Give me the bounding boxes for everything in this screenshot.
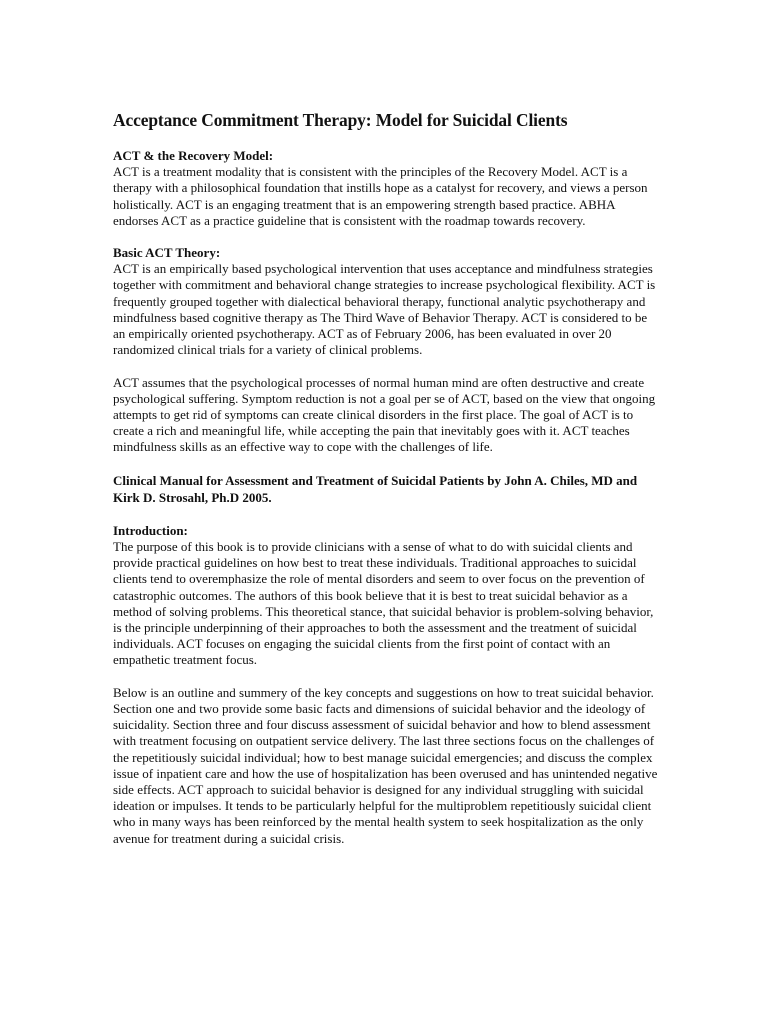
section-heading-recovery: ACT & the Recovery Model: bbox=[113, 148, 274, 163]
paragraph-introduction-2: Below is an outline and summery of the key concepts and suggestions on how to treat suicidal behavior. Section one and two provide some basic facts and dimensions of suicidal behavior and the ideology of suicidality. Section three and four discuss assessment of suicidal behavior and how to blend assessment with treatment focusing on outpatient service delivery. The last three sections focus on the challenges of the repetitiously suicidal individual; how to best manage suicidal emergencies; and discuss the complex issue of inpatient care and how the use of hospitalization has been overused and has unintended negative side effects. ACT approach to suicidal behavior is designed for any individual struggling with suicidal ideation or impulses. It tends to be particularly helpful for the multiproblem repetitiously suicidal client who in many ways has been reinforced by the mental health system to seek hospitalization as the only avenue for treatment during a suicidal crisis. bbox=[113, 684, 658, 846]
paragraph-recovery: ACT is a treatment modality that is consistent with the principles of the Recovery Model. ACT is a therapy with a philosophical foundation that instills hope as a catalyst for recovery, and views a person holistically. ACT is an engaging treatment that is an empowering strength based practice. ABHA endorses ACT as a practice guideline that is consistent with the roadmap towards recovery. bbox=[113, 164, 648, 228]
paragraph-theory-1: ACT is an empirically based psychological intervention that uses acceptance and mindfulness strategies together with commitment and behavioral change strategies to increase psychological flexibility. ACT is frequently grouped together with dialectical behavioral therapy, functional analytic psychotherapy and mindfulness based cognitive therapy as The Third Wave of Behavior Therapy. ACT is considered to be an empirically oriented psychotherapy. ACT as of February 2006, has been evaluated in over 20 randomized clinical trials for a variety of clinical problems. bbox=[113, 261, 656, 358]
paragraph-introduction-1: The purpose of this book is to provide clinicians with a sense of what to do with suicidal clients and provide practical guidelines on how best to treat these individuals. Traditional approaches to suicidal clients tend to overemphasize the role of mental disorders and seem to over focus on the prevention of catastrophic outcomes. The authors of this book believe that it is best to treat suicidal behavior as a method of solving problems. This theoretical stance, that suicidal behavior is problem-solving behavior, is the principle underpinning of their approaches to both the assessment and the treatment of suicidal individuals. ACT focuses on engaging the suicidal clients from the first point of contact with an empathetic treatment focus. bbox=[113, 539, 654, 668]
paragraph-theory-2: ACT assumes that the psychological processes of normal human mind are often destructive and create psychological suffering. Symptom reduction is not a goal per se of ACT, based on the view that ongoing attempts to get rid of symptoms can create clinical disorders in the first place. The goal of ACT is to create a rich and meaningful life, while accepting the pain that inevitably goes with it. ACT teaches mindfulness skills as an effective way to cope with the challenges of life. bbox=[113, 374, 656, 455]
section-basic-act-theory bbox=[113, 245, 661, 456]
section-recovery-model bbox=[113, 148, 661, 229]
section-heading-manual: Clinical Manual for Assessment and Treatment of Suicidal Patients by John A. Chiles, MD and Kirk D. Strosahl, Ph.D 2005. bbox=[113, 472, 638, 505]
section-heading-introduction: Introduction: bbox=[113, 522, 188, 538]
section-clinical-manual bbox=[113, 472, 661, 506]
section-introduction bbox=[113, 523, 661, 847]
document-title: Acceptance Commitment Therapy: Model for Suicidal Clients bbox=[113, 110, 568, 130]
section-heading-theory: Basic ACT Theory: bbox=[113, 245, 221, 261]
document-page bbox=[113, 108, 661, 847]
